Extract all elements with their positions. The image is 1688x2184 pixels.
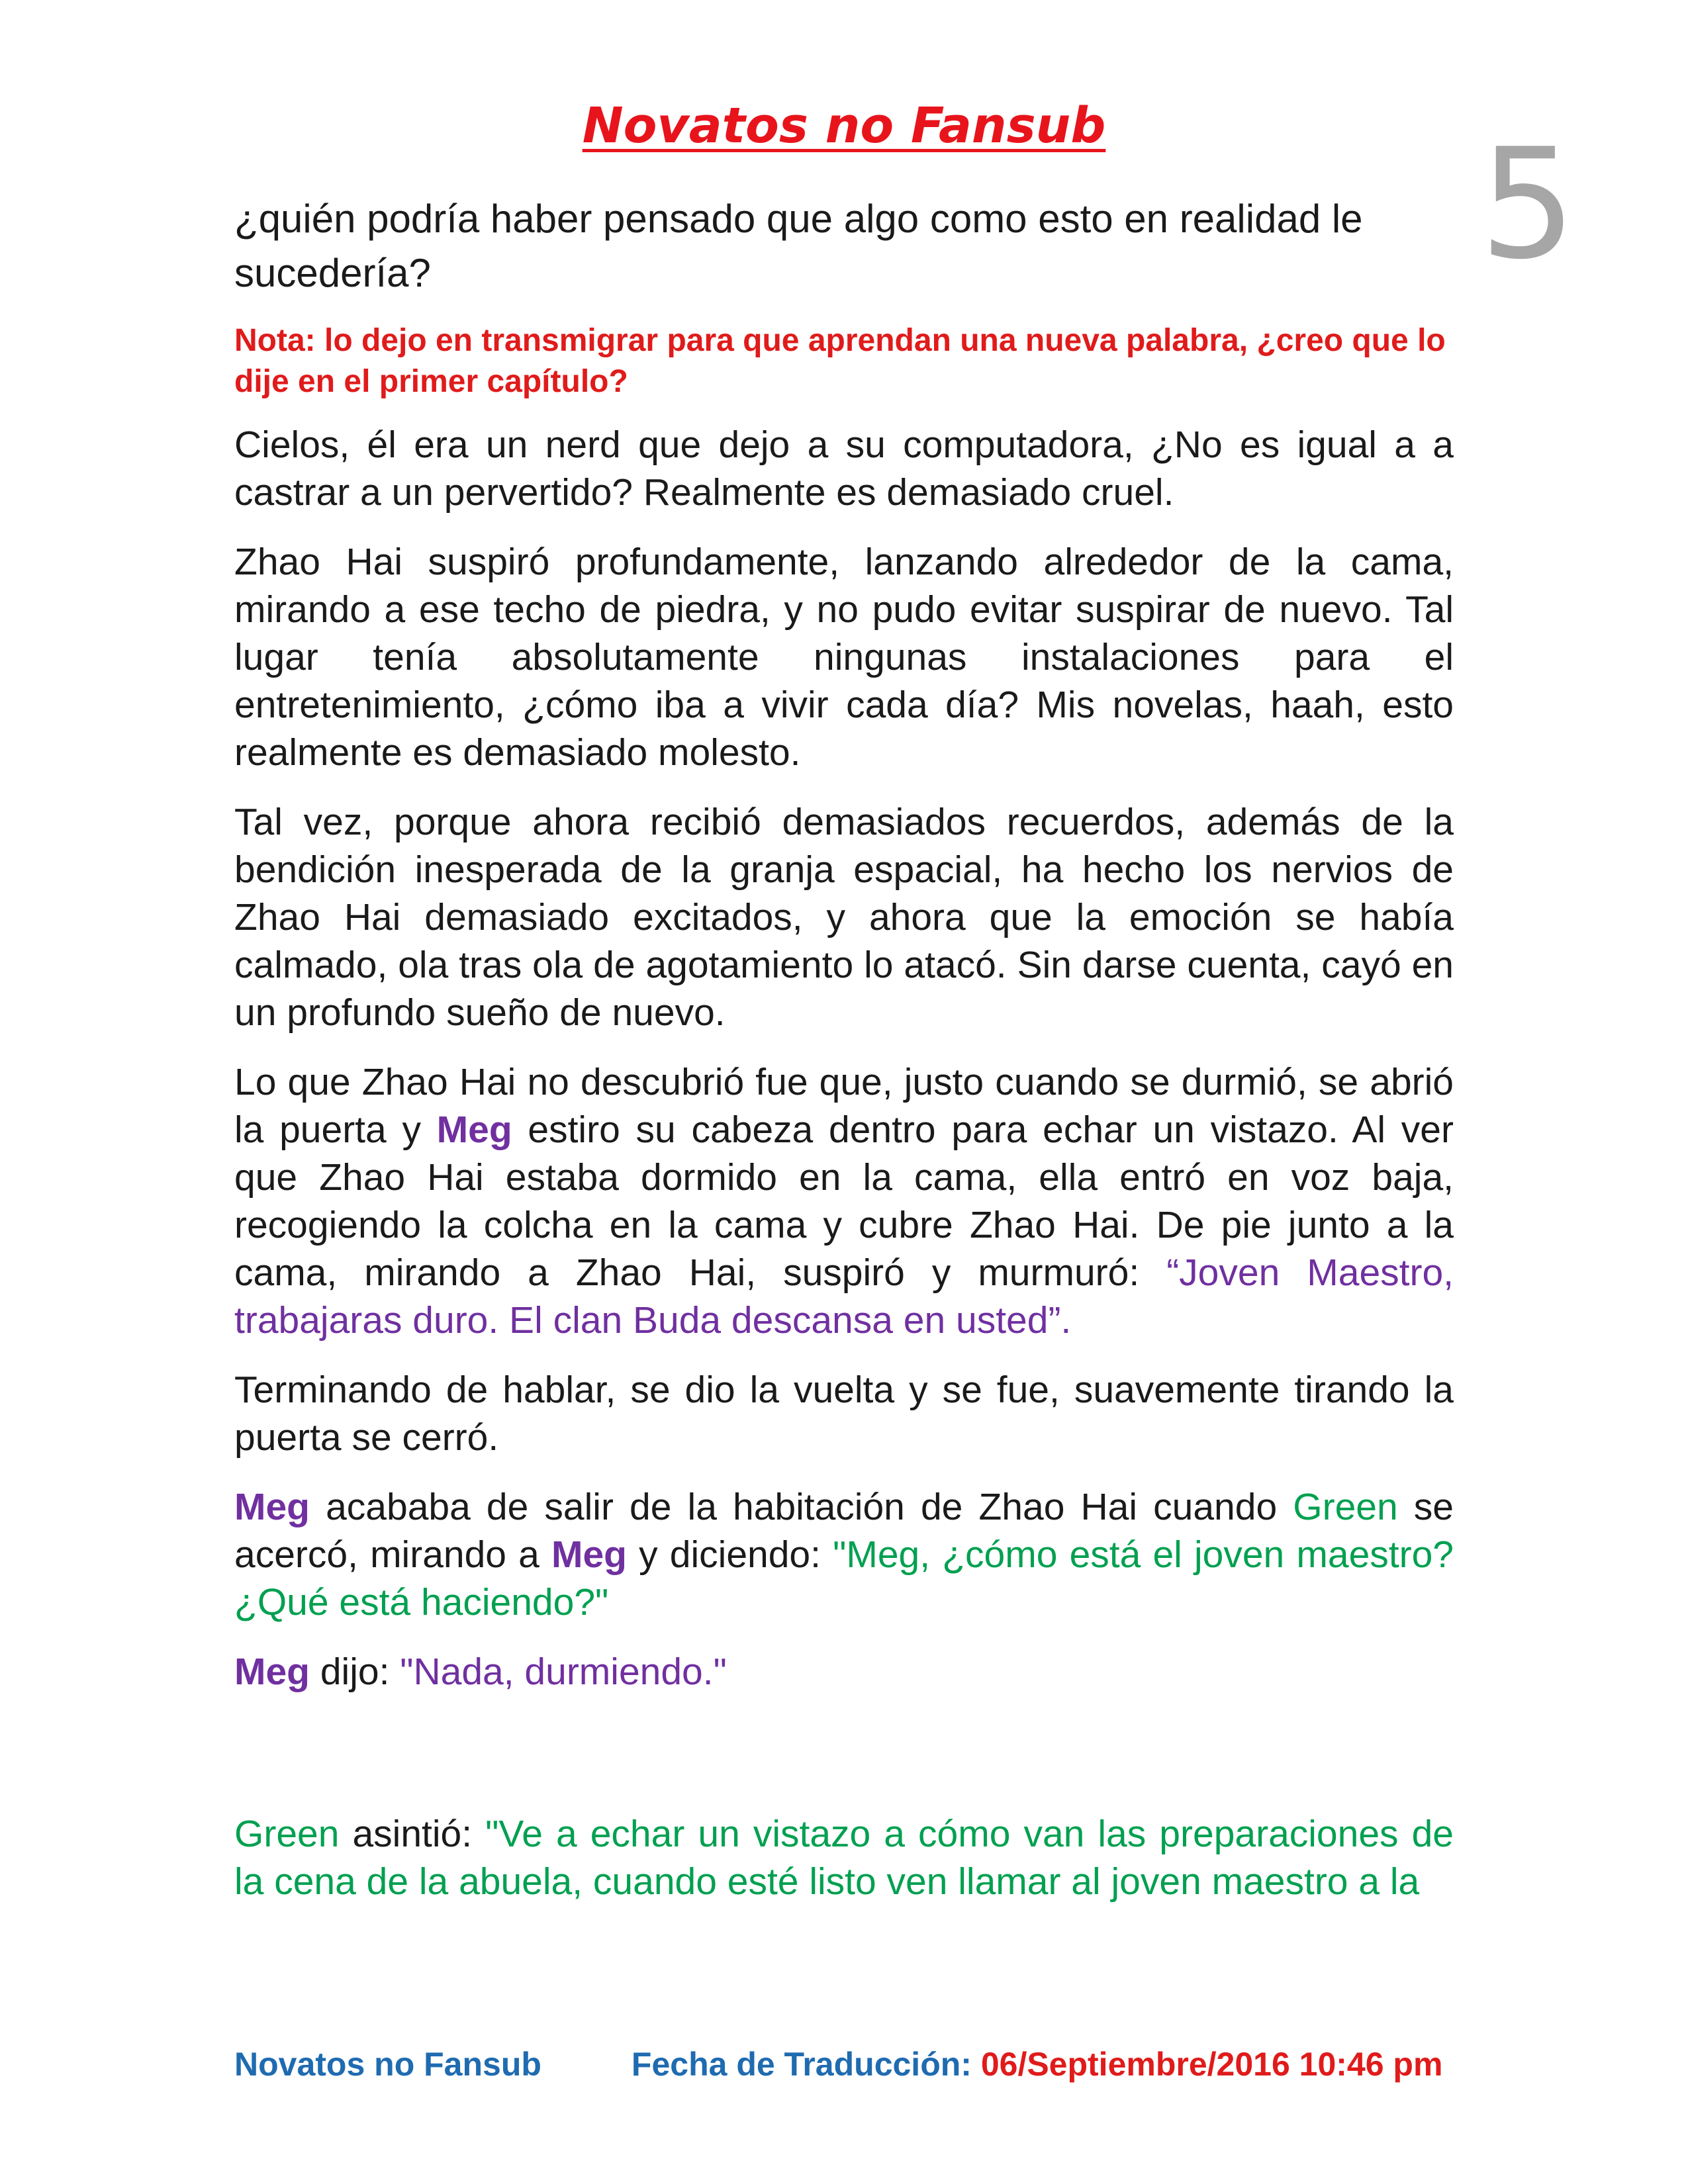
paragraph-leaves: Terminando de hablar, se dio la vuelta y se fue, suavemente tirando la puerta se cerró. [234,1369,1454,1459]
page-body [234,192,1454,1927]
page-title: Novatos no Fansub [582,97,1106,154]
page-footer [234,2045,1454,2083]
character-name-green: Green [1293,1486,1398,1528]
narration-text: se acercó, mirando a [234,1486,1454,1576]
paragraph-meg-replies [234,1648,1454,1696]
footer-date-value: 06/Septiembre/2016 10:46 pm [980,2046,1443,2083]
meg-dialogue: "Nada, durmiendo." [400,1651,727,1693]
paragraph-intro: ¿quién podría haber pensado que algo como esto en realidad le sucedería? [234,197,1363,295]
character-name-meg: Meg [234,1486,310,1528]
meg-dialogue: “Joven Maestro, trabajaras duro. El clan Buda descansa en usted”. [234,1251,1454,1342]
character-name-meg: Meg [551,1533,627,1576]
blank-space [234,1717,1454,1810]
character-name-meg: Meg [234,1651,310,1693]
paragraph-memories: Tal vez, porque ahora recibió demasiados recuerdos, además de la bendición inesperada de la granja espacial, ha hecho los nervios de Zhao Hai demasiado excitados, y ahora que la emoción se había calmado, ola tras ola de agotamiento lo atacó. Sin darse cuenta, cayó en un profundo sueño de nuevo. [234,801,1454,1034]
narration-text: estiro su cabeza dentro para echar un vistazo. Al ver que Zhao Hai estaba dormido en la cama, ella entró en voz baja, recogiendo la colcha en la cama y cubre Zhao Hai. De pie junto a la cama, mirando a Zhao Hai, suspiró y murmuró: [234,1109,1454,1294]
footer-date-label: Fecha de Traducción: [631,2046,981,2083]
footer-brand: Novatos no Fansub [234,2046,541,2083]
narration-text: asintió: [339,1813,486,1855]
character-name-green: Green [234,1813,340,1855]
narration-text: dijo: [310,1651,400,1693]
paragraph-green-asks [234,1483,1454,1626]
page-number: 5 [1479,116,1577,293]
paragraph-green-nods [234,1810,1454,1905]
translator-note: Nota: lo dejo en transmigrar para que aprendan una nueva palabra, ¿creo que lo dije en el primer capítulo? [234,323,1446,399]
narration-text: y diciendo: [627,1533,833,1576]
narration-text: acababa de salir de la habitación de Zhao Hai cuando [310,1486,1293,1528]
paragraph-meg-enters [234,1058,1454,1344]
character-name-meg: Meg [436,1109,512,1151]
paragraph-sigh: Zhao Hai suspiró profundamente, lanzando alrededor de la cama, mirando a ese techo de piedra, y no pudo evitar suspirar de nuevo. Tal lugar tenía absolutamente ningunas instalaciones para el entretenimiento, ¿cómo iba a vivir cada día? Mis novelas, haah, esto realmente es demasiado molesto. [234,541,1454,774]
narration-text: Lo que Zhao Hai no descubrió fue que, justo cuando se durmió, se abrió la puerta y [234,1061,1454,1151]
green-dialogue: "Ve a echar un vistazo a cómo van las preparaciones de la cena de la abuela, cuando esté listo ven llamar al joven maestro a la [234,1813,1454,1903]
paragraph-nerd: Cielos, él era un nerd que dejo a su computadora, ¿No es igual a a castrar a un pervertido? Realmente es demasiado cruel. [234,424,1454,514]
green-dialogue: "Meg, ¿cómo está el joven maestro? ¿Qué está haciendo?" [234,1533,1454,1623]
